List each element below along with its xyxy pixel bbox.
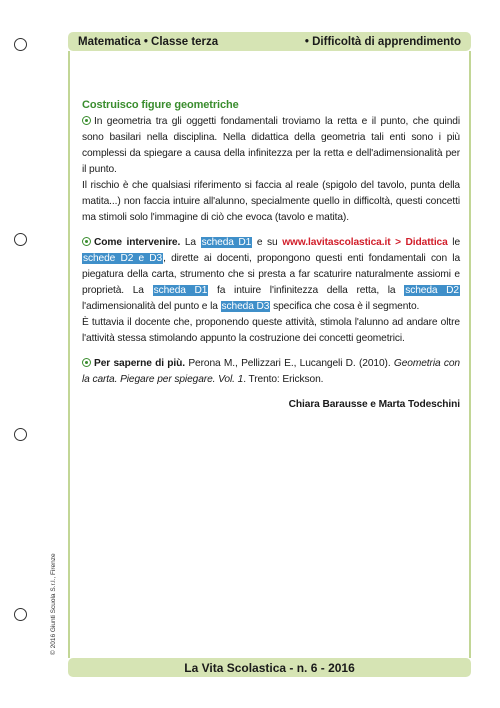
- text-fragment: Perona M., Pellizzari E., Lucangeli D. (2010).: [185, 358, 394, 369]
- references-lead: Per saperne di più.: [94, 358, 186, 369]
- binder-hole-3: [14, 428, 27, 441]
- text-fragment: La: [180, 237, 201, 248]
- binder-hole-2: [14, 233, 27, 246]
- bullet-icon: [82, 358, 91, 367]
- schede-d2-d3-tag: schede D2 e D3: [83, 253, 163, 264]
- section-title: Costruisco figure geometriche: [82, 99, 239, 111]
- footer-issue: La Vita Scolastica - n. 6 - 2016: [184, 660, 355, 675]
- bullet-icon: [82, 116, 91, 125]
- scheda-d1-tag: scheda D1: [201, 237, 252, 248]
- bullet-icon: [82, 237, 91, 246]
- article-body: [82, 97, 460, 413]
- text-fragment: specifica che cosa è il segmento.: [270, 301, 420, 312]
- book-title: Geometria con la carta. Piegare per spiegare. Vol. 1: [82, 358, 460, 385]
- how-to-lead: Come intervenire.: [94, 237, 181, 248]
- header-subject: Matematica • Classe terza: [78, 35, 219, 48]
- binder-hole-1: [14, 38, 27, 51]
- scheda-d2-tag: scheda D2: [405, 285, 459, 296]
- text-fragment: . Trento: Erickson.: [243, 374, 324, 385]
- text-fragment: e su: [252, 237, 283, 248]
- intro-text-1: In geometria tra gli oggetti fondamentali troviamo la retta e il punto, che quindi sono basilari nella disciplina. Nella didattica della geometria tali enti sono i più complessi da spiegare a causa della infinitezza per la retta e dell'adimensionalità per il punto.: [82, 116, 460, 175]
- scheda-d3-tag: scheda D3: [221, 301, 270, 312]
- binder-hole-4: [14, 608, 27, 621]
- header-topic: • Difficoltà di apprendimento: [304, 35, 461, 48]
- author-signature: Chiara Barausse e Marta Todeschini: [288, 399, 460, 410]
- text-fragment: fa intuire l'infinitezza della retta, la: [208, 285, 405, 296]
- paragraph-intro: [82, 114, 460, 226]
- intro-text-2: Il rischio è che qualsiasi riferimento si faccia al reale (spigolo del tavolo, punta della matita...) non faccia intuire all'alunno, specialmente quello in difficoltà, questi concetti ma stimoli solo l'immagine di ciò che evoca (tavolo e matita).: [82, 180, 460, 223]
- text-fragment: , dirette ai docenti, propongono questi enti fondamentali con la piegatura della carta, strumento che si presta a far scaturire naturalmente assiomi e proprietà. La: [82, 253, 461, 296]
- paragraph-references: [82, 356, 460, 388]
- header-band: [68, 32, 471, 51]
- paragraph-how-to: [82, 235, 460, 347]
- text-fragment: le: [447, 237, 461, 248]
- footer-band: [68, 658, 471, 677]
- how-to-text-final: È tuttavia il docente che, proponendo queste attività, stimola l'alunno ad andare oltre l'attività stessa stimolando appunto la costruzione dei concetti geometrici.: [82, 317, 460, 344]
- scheda-d1-tag: scheda D1: [153, 285, 208, 296]
- text-fragment: l'adimensionalità del punto e la: [82, 301, 221, 312]
- copyright-notice: © 2016 Giunti Scuola S.r.l., Firenze: [50, 553, 57, 655]
- website-link[interactable]: www.lavitascolastica.it > Didattica: [282, 237, 448, 248]
